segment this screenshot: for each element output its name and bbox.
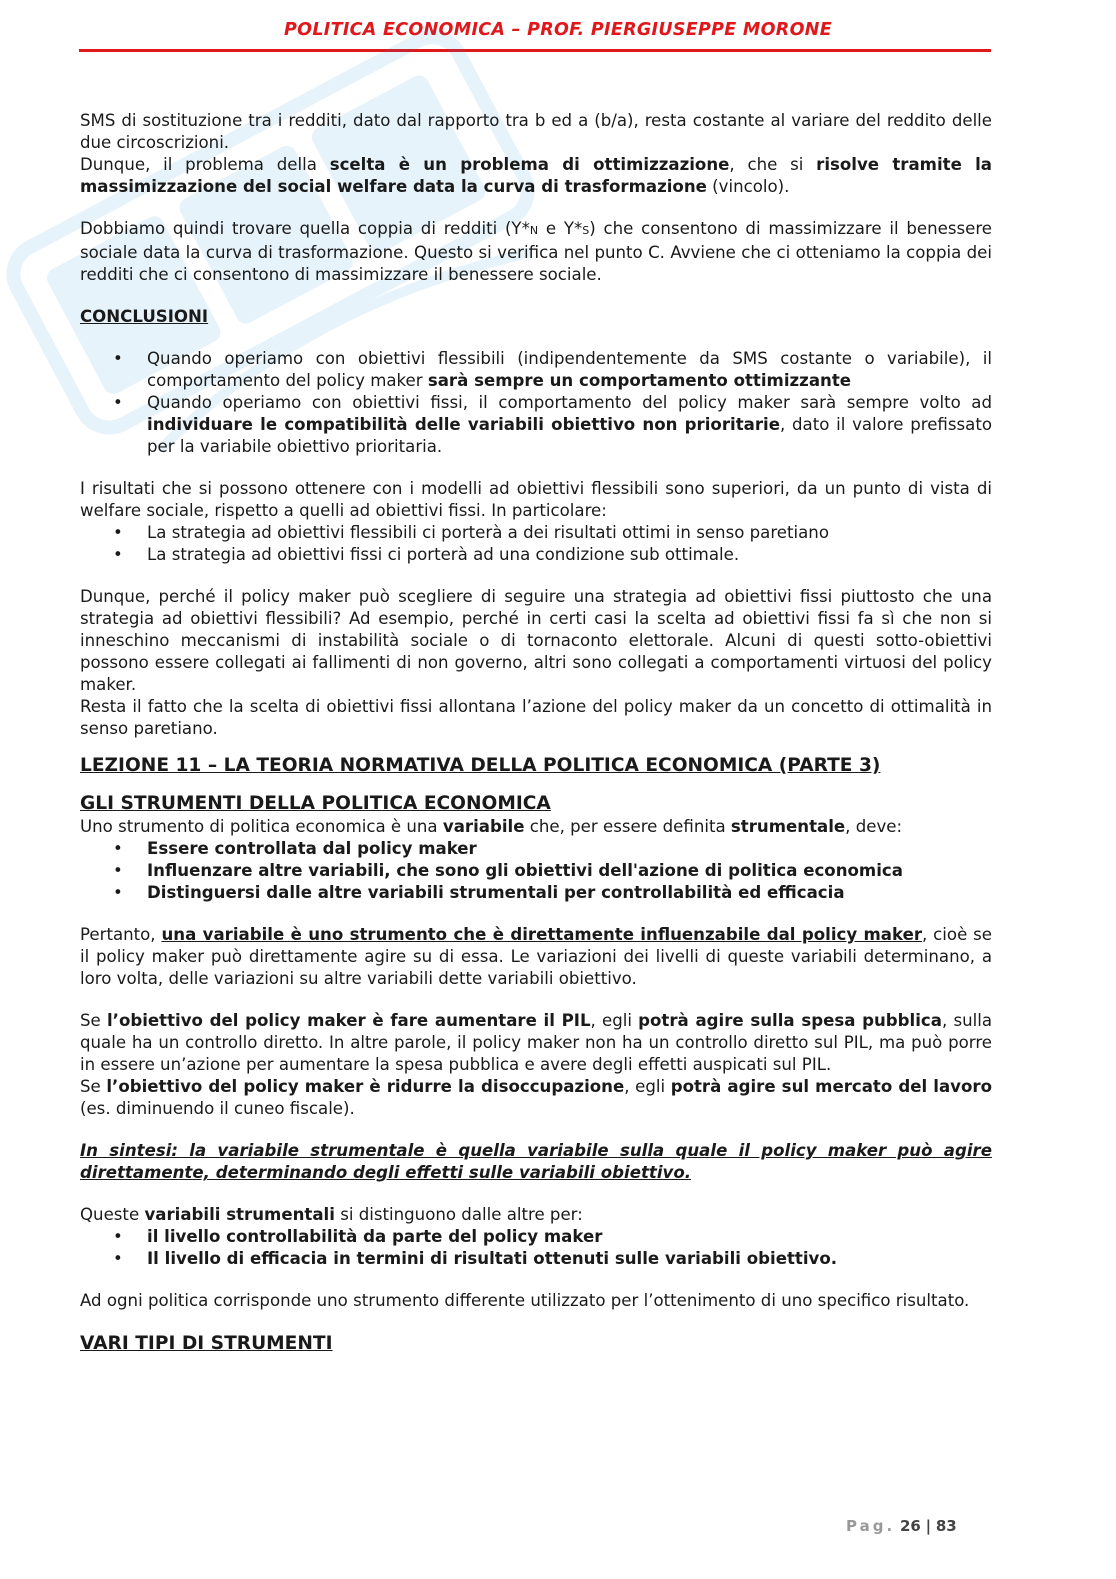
page-label: Pag.: [846, 1517, 896, 1535]
header-rule: [79, 49, 991, 52]
intro-paragraph-3: Dobbiamo quindi trovare quella coppia di redditi (Y*N e Y*S) che consentono di massimizzare il benessere sociale data la curva di trasformazione. Questo si verifica nel punto C. Avviene che ci otteniamo la coppia dei redditi che ci consentono di massimizzare il benessere sociale.: [80, 219, 992, 284]
conclusioni-heading: CONCLUSIONI: [80, 307, 209, 326]
dunque-paragraph: Dunque, perché il policy maker può scegliere di seguire una strategia ad obiettivi fissi piuttosto che una strategia ad obiettivi flessibili? Ad esempio, perché in certi casi la scelta ad obiettivi fissi fa sì che non si inneschino meccanismi di instabilità sociale o di tornaconto elettorale. Alcuni di questi sotto-obiettivi possono essere collegati ai fallimenti di non governo, altri sono collegati a comportamenti virtuosi del policy maker.: [80, 587, 992, 694]
list-item: • Quando operiamo con obiettivi fissi, il comportamento del policy maker sarà sempre volto ad individuare le compatibilità delle variabili obiettivo non prioritarie, dato il valore prefissato per la variabile obiettivo prioritaria.: [80, 392, 992, 458]
list-item: • Distinguersi dalle altre variabili strumentali per controllabilità ed efficacia: [80, 882, 992, 904]
sintesi-paragraph: In sintesi: la variabile strumentale è quella variabile sulla quale il policy maker può agire direttamente, determinando degli effetti sulle variabili obiettivo.: [80, 1141, 992, 1182]
page-separator: |: [925, 1517, 932, 1535]
list-item: • Influenzare altre variabili, che sono gli obiettivi dell'azione di politica economica: [80, 860, 992, 882]
page-number: 26: [899, 1517, 921, 1535]
resta-paragraph: Resta il fatto che la scelta di obiettivi fissi allontana l’azione del policy maker da un concetto di ottimalità in senso paretiano.: [80, 697, 992, 738]
list-item: • il livello controllabilità da parte del policy maker: [80, 1226, 992, 1248]
page-footer: [846, 1517, 957, 1535]
conclusioni-list: [80, 348, 992, 458]
pertanto-paragraph: Pertanto, una variabile è uno strumento che è direttamente influenzabile dal policy maker, cioè se il policy maker può direttamente agire su di essa. Le variazioni dei livelli di queste variabili determinano, a loro volta, delle variazioni su altre variabili dette variabili obiettivo.: [80, 925, 992, 988]
strumenti-heading: GLI STRUMENTI DELLA POLITICA ECONOMICA: [80, 793, 551, 814]
risultati-paragraph: I risultati che si possono ottenere con i modelli ad obiettivi flessibili sono superiori, da un punto di vista di welfare sociale, rispetto a quelli ad obiettivi fissi. In particolare:: [80, 479, 992, 520]
variabili-strumentali-paragraph: Queste variabili strumentali si distinguono dalle altre per:: [80, 1205, 583, 1224]
requisiti-list: [80, 838, 992, 904]
list-item: • La strategia ad obiettivi flessibili ci porterà a dei risultati ottimi in senso paretiano: [80, 522, 992, 544]
distinzione-list: [80, 1226, 992, 1270]
document-body: [80, 110, 992, 1356]
strategie-list: [80, 522, 992, 566]
intro-paragraph-2: Dunque, il problema della scelta è un problema di ottimizzazione, che si risolve tramite la massimizzazione del social welfare data la curva di trasformazione (vincolo).: [80, 155, 993, 196]
list-item: • La strategia ad obiettivi fissi ci porterà ad una condizione sub ottimale.: [80, 544, 992, 566]
tipi-strumenti-heading: VARI TIPI DI STRUMENTI: [80, 1333, 333, 1354]
list-item: • Quando operiamo con obiettivi flessibili (indipendentemente da SMS costante o variabile), il comportamento del policy maker sarà sempre un comportamento ottimizzante: [80, 348, 992, 392]
page-total: 83: [935, 1517, 957, 1535]
lesson-title: LEZIONE 11 – LA TEORIA NORMATIVA DELLA POLITICA ECONOMICA (PARTE 3): [80, 755, 881, 776]
intro-paragraph-1: SMS di sostituzione tra i redditi, dato dal rapporto tra b ed a (b/a), resta costante al variare del reddito delle due circoscrizioni.: [80, 111, 992, 152]
disoccupazione-paragraph: Se l’obiettivo del policy maker è ridurre la disoccupazione, egli potrà agire sul mercato del lavoro (es. diminuendo il cuneo fiscale).: [80, 1077, 992, 1118]
list-item: • Essere controllata dal policy maker: [80, 838, 992, 860]
page-header-title: POLITICA ECONOMICA – PROF. PIERGIUSEPPE MORONE: [284, 20, 832, 40]
politica-paragraph: Ad ogni politica corrisponde uno strumento differente utilizzato per l’ottenimento di uno specifico risultato.: [80, 1291, 970, 1310]
list-item: • Il livello di efficacia in termini di risultati ottenuti sulle variabili obiettivo.: [80, 1248, 992, 1270]
strumento-definition: Uno strumento di politica economica è una variabile che, per essere definita strumentale, deve:: [80, 817, 903, 836]
pil-paragraph: Se l’obiettivo del policy maker è fare aumentare il PIL, egli potrà agire sulla spesa pubblica, sulla quale ha un controllo diretto. In altre parole, il policy maker non ha un controllo diretto sul PIL, ma può porre in essere un’azione per aumentare la spesa pubblica e avere degli effetti auspicati sul PIL.: [80, 1011, 992, 1074]
